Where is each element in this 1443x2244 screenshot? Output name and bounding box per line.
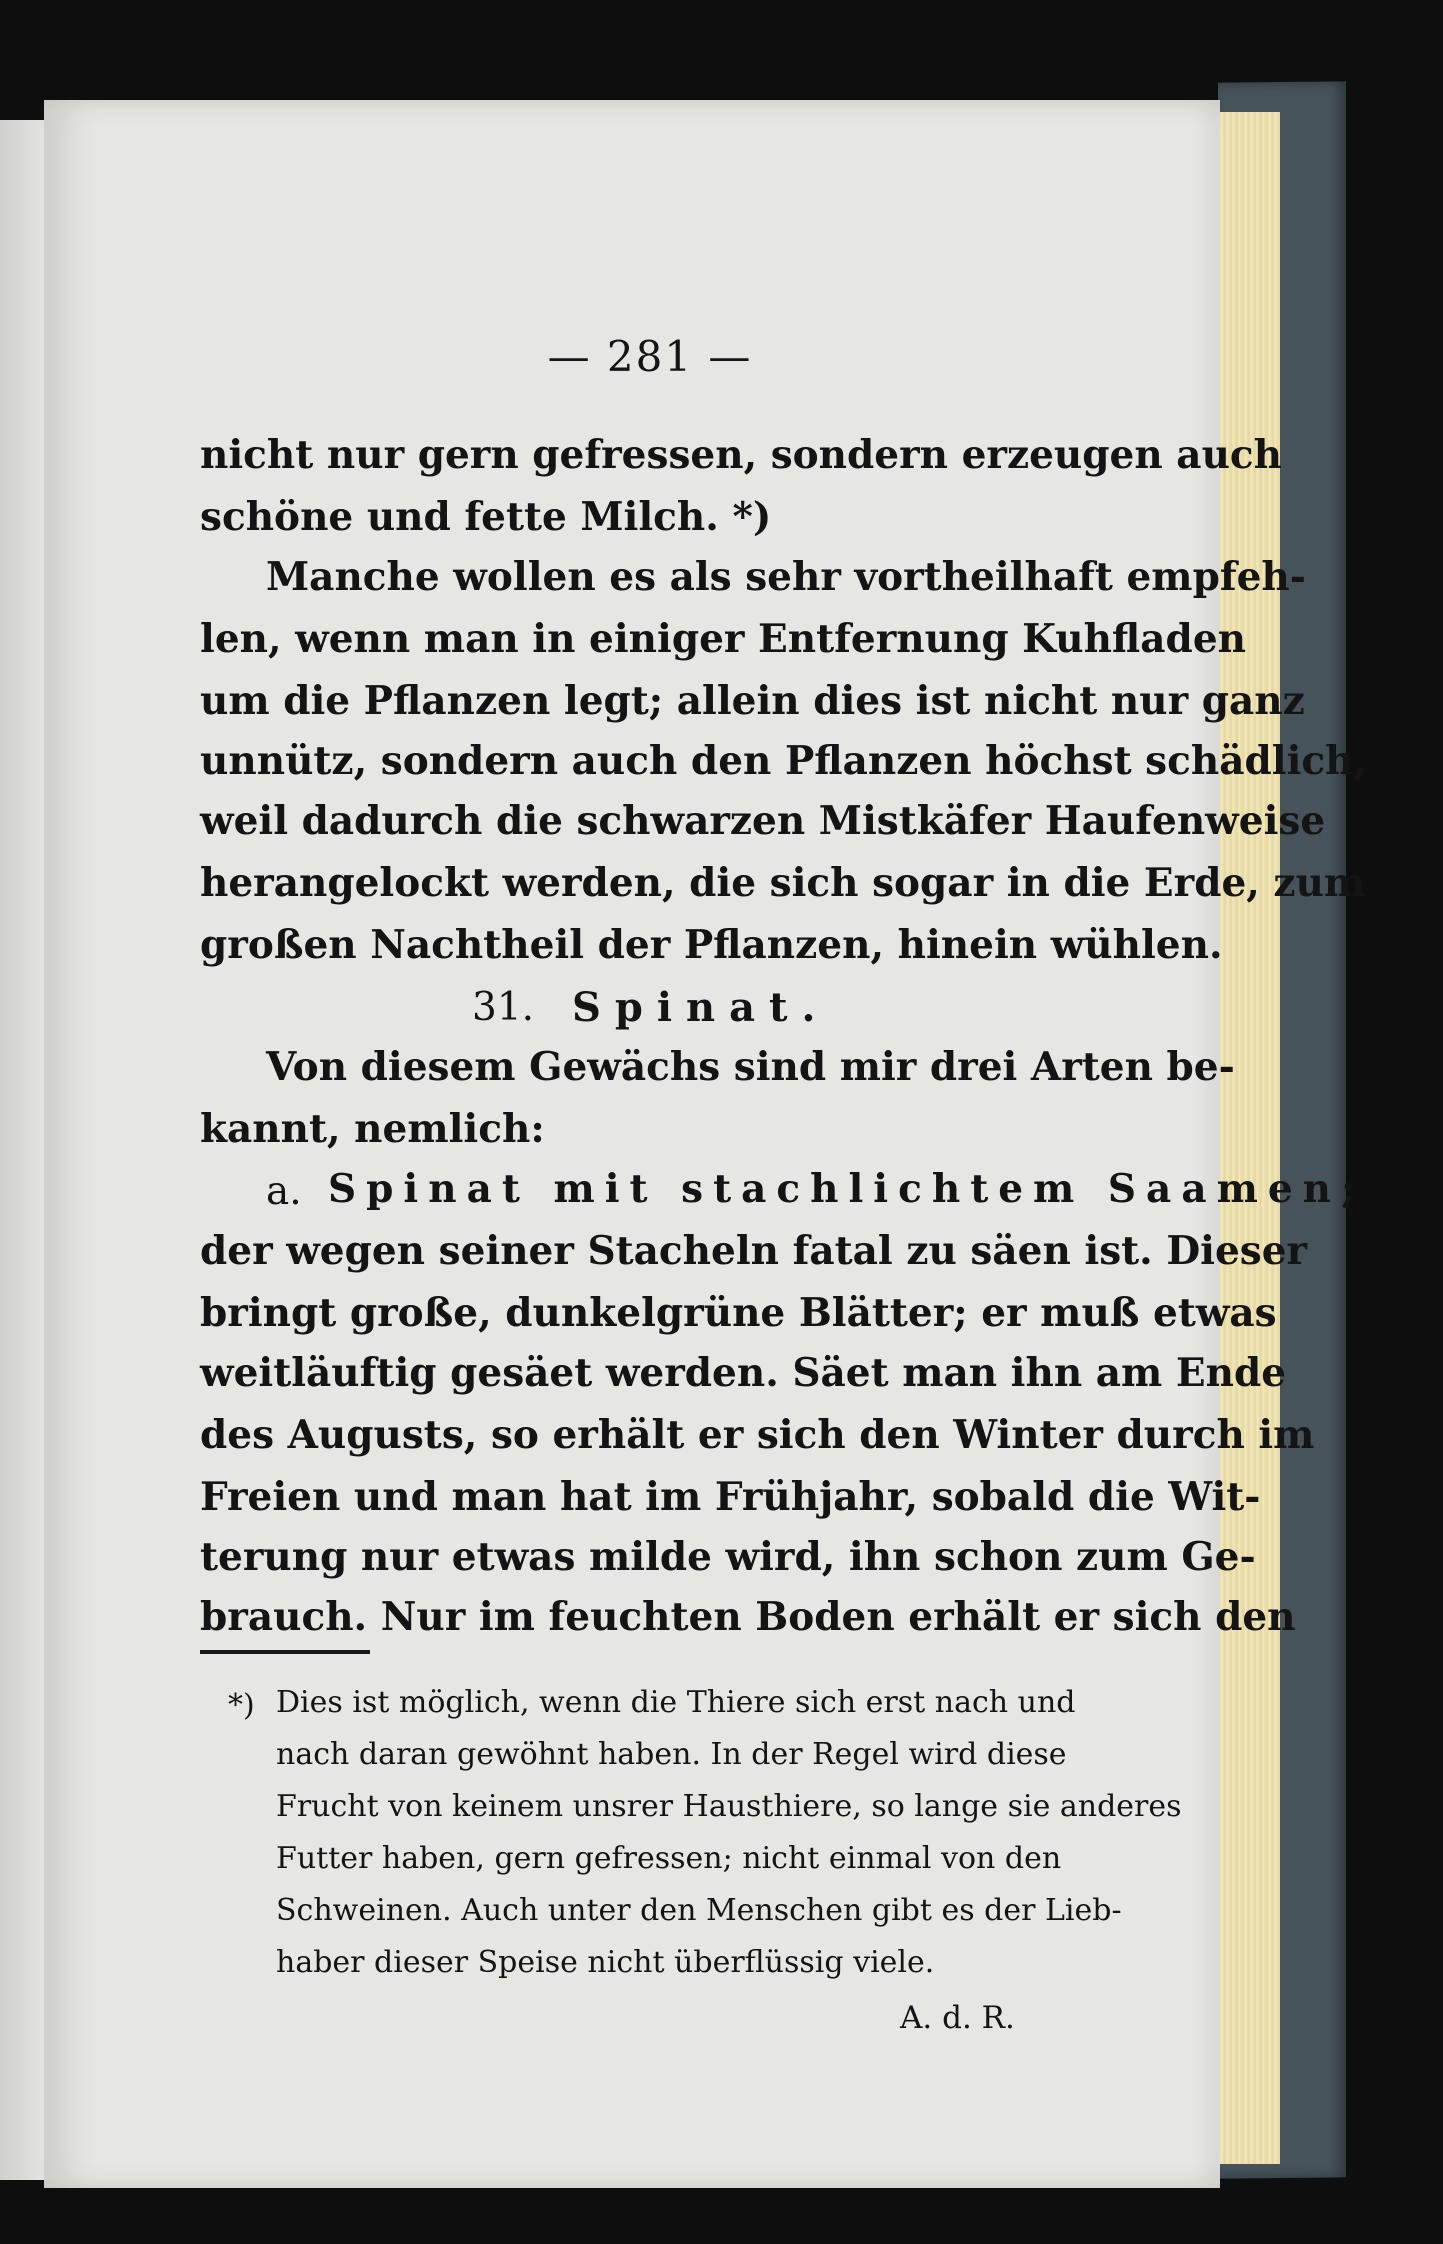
text-line: terung nur etwas milde wird, ihn schon zum Ge-: [200, 1534, 1256, 1580]
footnote-line: nach daran gewöhnt haben. In der Regel wird diese: [276, 1737, 1067, 1772]
text-line: großen Nachtheil der Pflanzen, hinein wühlen.: [200, 922, 1223, 968]
text-line: len, wenn man in einiger Entfernung Kuhfladen: [200, 616, 1246, 662]
footnote-mark: *): [228, 1688, 255, 1723]
text-line: Manche wollen es als sehr vortheilhaft empfeh-: [266, 554, 1306, 600]
page-block-edge: [1214, 112, 1280, 2164]
footnote-rule: [200, 1650, 370, 1654]
text-line: brauch. Nur im feuchten Boden erhält er sich den: [200, 1594, 1296, 1640]
item-label: a.: [266, 1169, 302, 1214]
text-line: Freien und man hat im Frühjahr, sobald die Wit-: [200, 1474, 1261, 1520]
text-line: nicht nur gern gefressen, sondern erzeugen auch: [200, 432, 1283, 478]
footnote-line: Frucht von keinem unsrer Hausthiere, so lange sie anderes: [276, 1789, 1182, 1824]
footnote-signature: A. d. R.: [900, 2000, 1015, 2036]
item-title: Spinat mit stachlichtem Saamen;: [328, 1166, 1366, 1212]
footnote-line: haber dieser Speise nicht überflüssig viele.: [276, 1945, 935, 1980]
text-line: Von diesem Gewächs sind mir drei Arten be-: [266, 1044, 1235, 1090]
text-line: herangelockt werden, die sich sogar in die Erde, zum: [200, 860, 1366, 906]
text-line: der wegen seiner Stacheln fatal zu säen ist. Dieser: [200, 1228, 1308, 1274]
text-line: um die Pflanzen legt; allein dies ist nicht nur ganz: [200, 678, 1305, 724]
footnote-line: Schweinen. Auch unter den Menschen gibt es der Lieb-: [276, 1893, 1122, 1928]
section-number: 31.: [472, 985, 535, 1030]
text-line: kannt, nemlich:: [200, 1106, 545, 1152]
text-line: weil dadurch die schwarzen Mistkäfer Haufenweise: [200, 798, 1326, 844]
page-number: — 281 —: [547, 332, 753, 381]
left-page-edge: [0, 120, 44, 2180]
book-page: [44, 100, 1368, 2188]
footnote-line: Dies ist möglich, wenn die Thiere sich erst nach und: [276, 1685, 1076, 1720]
footnote-line: Futter haben, gern gefressen; nicht einmal von den: [276, 1841, 1062, 1876]
text-line: schöne und fette Milch. *): [200, 494, 772, 540]
text-line: bringt große, dunkelgrüne Blätter; er muß etwas: [200, 1290, 1277, 1336]
text-line: des Augusts, so erhält er sich den Winter durch im: [200, 1412, 1315, 1458]
section-title: Spinat.: [572, 984, 830, 1031]
text-line: unnütz, sondern auch den Pflanzen höchst schädlich,: [200, 738, 1368, 784]
text-line: weitläuftig gesäet werden. Säet man ihn am Ende: [200, 1350, 1287, 1396]
